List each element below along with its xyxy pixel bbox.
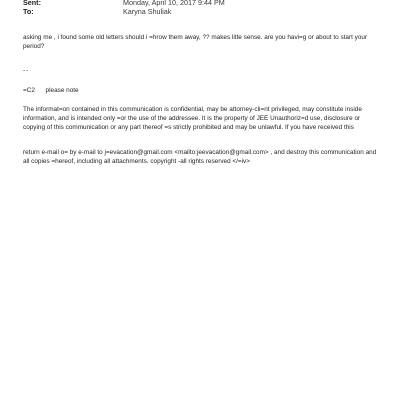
return-notice: return e-mail o= by e-mail to j=evacation@gmail.com <mailto:jeevacation@gmail.com> , and destroy this communication and all copies =hereof, including all attachments. copyright -all rights reserved </=iv> [23,149,377,166]
signature-separator: -- [23,67,30,74]
sent-label: Sent: [23,0,41,7]
message-body: asking me , i found some old letters should i =hrow them away, ?? makes litte sense. are you havi=g or about to start your period? [23,34,368,51]
confidentiality-notice: The informat=on contained in this communication is confidential, may be attorney-cli=nt privileged, may constitute inside information, and is intended only =or the use of the addressee. It is the property of JEE Unauthoriz=d use, disclosure or copying of this communication or any part thereof =s strictly prohibited and may be unlawful. If you have received this [23,106,362,132]
sent-value: Monday, April 10, 2017 9:44 PM [123,0,225,7]
signature-note: =C2 please note [23,87,79,94]
to-label: To: [23,7,34,16]
to-value: Karyna Shuliak [123,7,172,16]
